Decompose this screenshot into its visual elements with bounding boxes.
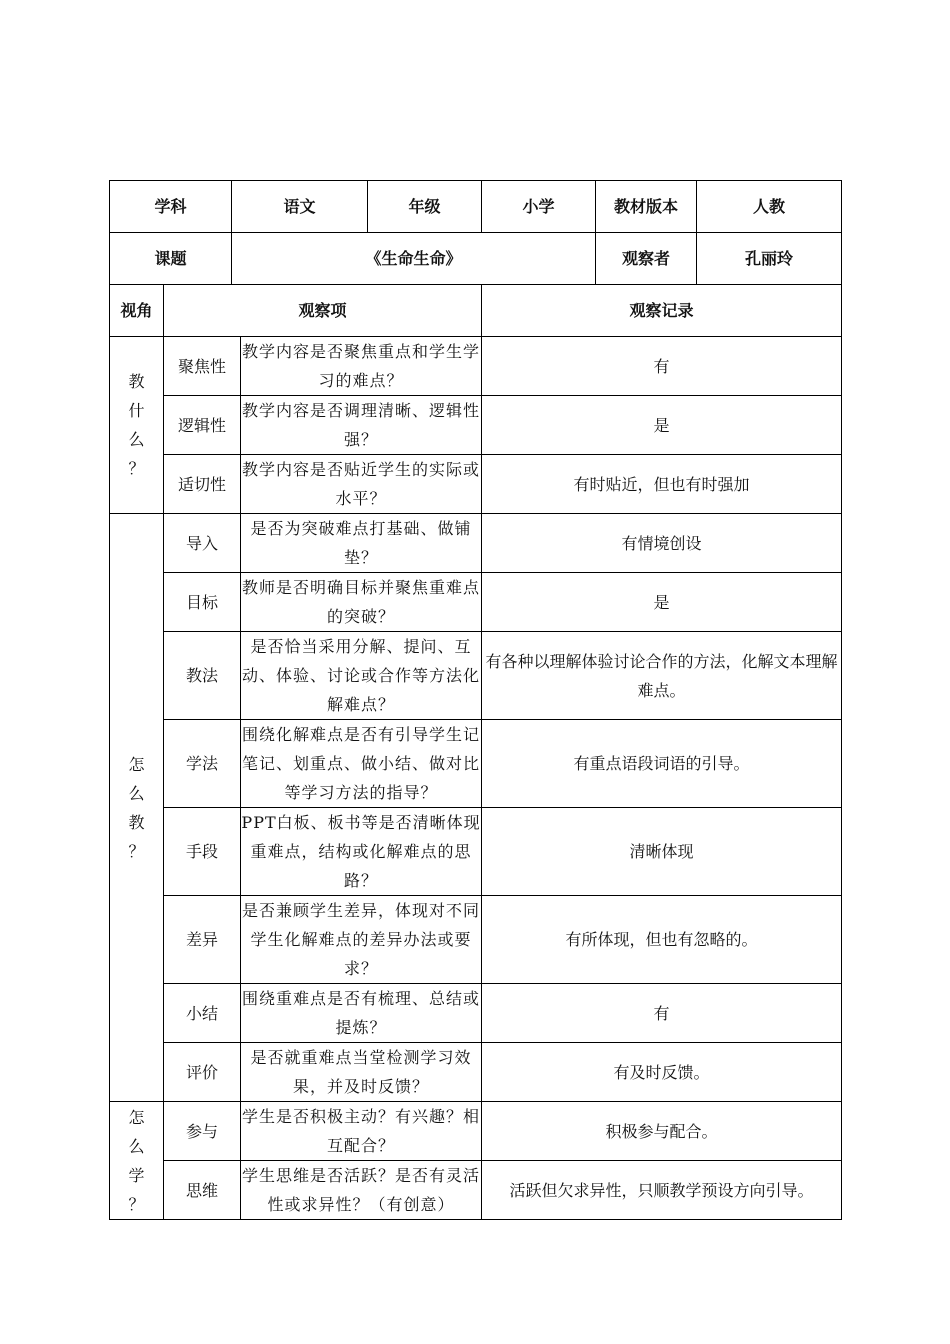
observer-label: 观察者: [596, 233, 697, 285]
item-question: PPT白板、板书等是否清晰体现重难点，结构或化解难点的思路？: [241, 808, 482, 896]
view-cell-how-learn: 怎 么 学 ？: [110, 1102, 164, 1220]
table-row: [110, 896, 842, 984]
item-question: 学生思维是否活跃？是否有灵活性或求异性？（有创意）: [241, 1161, 482, 1220]
topic-value: 《生命生命》: [232, 233, 596, 285]
col-record: 观察记录: [482, 285, 842, 337]
item-label: 目标: [164, 573, 241, 632]
table-row: [110, 1161, 842, 1220]
table-row: [110, 632, 842, 720]
view-cell-what: 教 什 么 ？: [110, 337, 164, 514]
grade-value: 小学: [482, 181, 596, 233]
table-row: [110, 514, 842, 573]
item-label: 参与: [164, 1102, 241, 1161]
record-cell: 有时贴近，但也有时强加: [482, 455, 842, 514]
view-cell-how-teach: 怎 么 教 ？: [110, 514, 164, 1102]
item-label: 学法: [164, 720, 241, 808]
item-label: 评价: [164, 1043, 241, 1102]
table-row: [110, 337, 842, 396]
record-cell: 有: [482, 337, 842, 396]
column-header-row: [110, 285, 842, 337]
record-cell: 有及时反馈。: [482, 1043, 842, 1102]
header-row-1: [110, 181, 842, 233]
record-cell: 有情境创设: [482, 514, 842, 573]
item-question: 教学内容是否贴近学生的实际或水平？: [241, 455, 482, 514]
table-row: [110, 573, 842, 632]
col-item: 观察项: [164, 285, 482, 337]
edition-value: 人教: [697, 181, 842, 233]
record-cell: 清晰体现: [482, 808, 842, 896]
item-question: 学生是否积极主动？有兴趣？相互配合？: [241, 1102, 482, 1161]
record-cell: 是: [482, 396, 842, 455]
item-label: 小结: [164, 984, 241, 1043]
item-label: 逻辑性: [164, 396, 241, 455]
record-cell: 是: [482, 573, 842, 632]
record-cell: 活跃但欠求异性，只顺教学预设方向引导。: [482, 1161, 842, 1220]
record-cell: 积极参与配合。: [482, 1102, 842, 1161]
item-label: 适切性: [164, 455, 241, 514]
table-row: [110, 455, 842, 514]
item-label: 教法: [164, 632, 241, 720]
item-question: 是否就重难点当堂检测学习效果，并及时反馈？: [241, 1043, 482, 1102]
item-label: 手段: [164, 808, 241, 896]
table-row: [110, 1102, 842, 1161]
observation-table: [109, 180, 842, 1220]
topic-label: 课题: [110, 233, 232, 285]
item-question: 围绕化解难点是否有引导学生记笔记、划重点、做小结、做对比等学习方法的指导？: [241, 720, 482, 808]
header-row-2: [110, 233, 842, 285]
observer-value: 孔丽玲: [697, 233, 842, 285]
subject-value: 语文: [232, 181, 368, 233]
item-label: 聚焦性: [164, 337, 241, 396]
item-question: 教学内容是否调理清晰、逻辑性强？: [241, 396, 482, 455]
table-row: [110, 808, 842, 896]
item-question: 围绕重难点是否有梳理、总结或提炼？: [241, 984, 482, 1043]
item-question: 是否恰当采用分解、提问、互动、体验、讨论或合作等方法化解难点？: [241, 632, 482, 720]
item-question: 是否兼顾学生差异，体现对不同学生化解难点的差异办法或要求？: [241, 896, 482, 984]
record-cell: 有: [482, 984, 842, 1043]
subject-label: 学科: [110, 181, 232, 233]
item-label: 思维: [164, 1161, 241, 1220]
table-row: [110, 984, 842, 1043]
item-label: 导入: [164, 514, 241, 573]
edition-label: 教材版本: [596, 181, 697, 233]
record-cell: 有各种以理解体验讨论合作的方法，化解文本理解难点。: [482, 632, 842, 720]
item-question: 教师是否明确目标并聚焦重难点的突破？: [241, 573, 482, 632]
table-row: [110, 720, 842, 808]
item-label: 差异: [164, 896, 241, 984]
record-cell: 有重点语段词语的引导。: [482, 720, 842, 808]
item-question: 是否为突破难点打基础、做铺垫？: [241, 514, 482, 573]
record-cell: 有所体现，但也有忽略的。: [482, 896, 842, 984]
table-row: [110, 1043, 842, 1102]
col-view: 视角: [110, 285, 164, 337]
item-question: 教学内容是否聚焦重点和学生学习的难点？: [241, 337, 482, 396]
table-row: [110, 396, 842, 455]
grade-label: 年级: [368, 181, 482, 233]
